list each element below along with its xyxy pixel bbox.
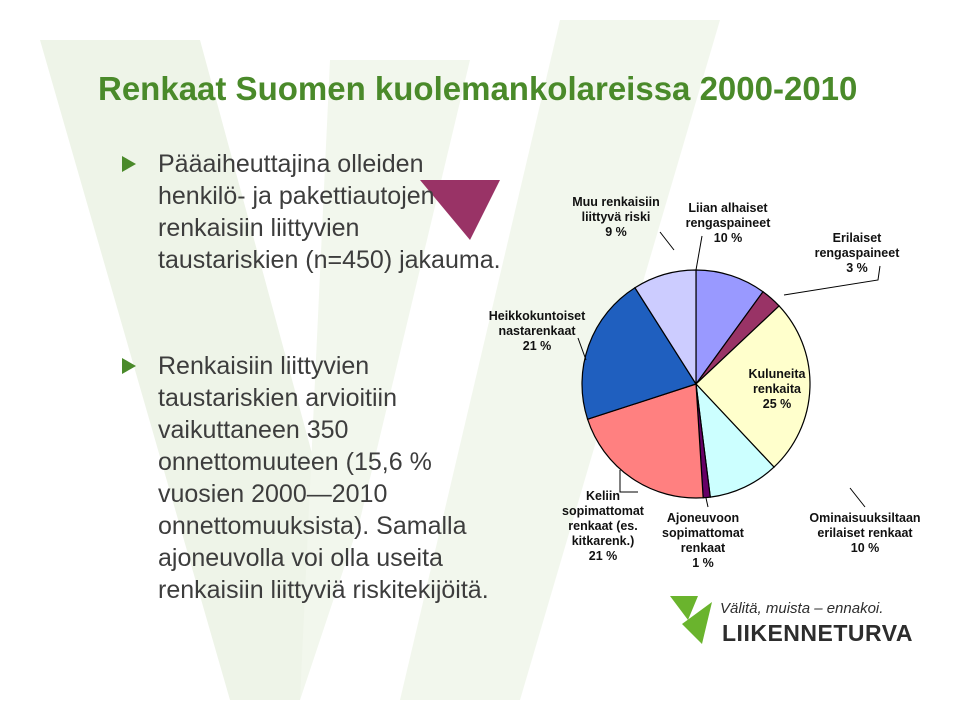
slice-label: Keliin sopimattomat renkaat (es. kitkarenk.) 21 % <box>562 489 644 563</box>
bullet-arrow-icon <box>122 358 136 374</box>
label-leader-line <box>706 498 708 507</box>
label-leader-line <box>850 488 865 507</box>
bullet-text: Pääaiheuttajina olleiden henkilö- ja pakettiautojen renkaisiin liittyvien taustariskien (n=450) jakauma. <box>158 150 501 274</box>
slice-label: Ominaisuuksiltaan erilaiset renkaat 10 % <box>809 511 921 555</box>
logo-name: LIIKENNETURVA <box>722 620 913 646</box>
bullet-item <box>122 148 502 276</box>
slice-label: Heikkokuntoiset nastarenkaat 21 % <box>488 309 586 353</box>
slice-label: Ajoneuvoon sopimattomat renkaat 1 % <box>662 511 744 570</box>
label-leader-line <box>660 232 674 250</box>
slice-label: Muu renkaisiin liittyvä riski 9 % <box>572 195 660 239</box>
slide-title: Renkaat Suomen kuolemankolareissa 2000-2010 <box>98 70 858 107</box>
slice-label: Liian alhaiset rengaspaineet 10 % <box>685 201 771 245</box>
bullet-item <box>122 350 502 606</box>
slice-label: Kuluneita renkaita 25 % <box>748 367 806 411</box>
bullet-text: Renkaisiin liittyvien taustariskien arvioitiin vaikuttaneen 350 onnettomuuteen (15,6 % vuosien 2000—2010 onnettomuuksista). Samalla ajoneuvolla voi olla useita renkaisiin liittyviä riskitekijöitä. <box>158 352 489 604</box>
label-leader-line <box>696 236 702 270</box>
bullet-arrow-icon <box>122 156 136 172</box>
pie-chart <box>470 170 960 590</box>
slice-label: Erilaiset rengaspaineet 3 % <box>814 231 900 275</box>
label-leader-line <box>578 338 586 360</box>
logo-tagline: Välitä, muista – ennakoi. <box>720 600 884 617</box>
